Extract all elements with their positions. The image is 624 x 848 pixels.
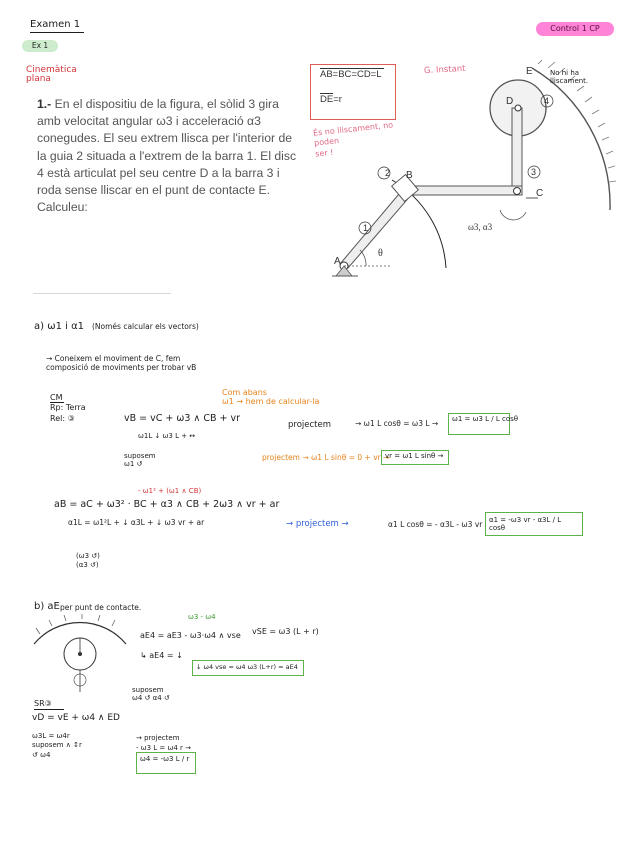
vse-equation: vSE = ω3 (L + r): [252, 627, 319, 636]
note-no-slip-pink: És no lliscament, no poden ser !: [312, 120, 394, 159]
underline: [34, 709, 64, 710]
acceleration-sub-equation: α1L = ω1²L + ↓ α3L + ↓ ω3 vr + ar: [68, 518, 205, 527]
omega4-result: ω4 = -ω3 L / r: [140, 755, 190, 763]
problem-text: En el dispositiu de la figura, el sòlid 3 gira amb velocitat angular ω3 i acceleració α3 conegudes. El seu extrem llisca per l'interior de la guia 2 situada a l'extrem de la barra 1. El disc 4 està articulat pel seu centre D a la barra 3 i roda sense lliscar en el punt de contacte E. Calculeu:: [37, 97, 297, 215]
sr-projection: → projectem - ω3 L = ω4 r →: [136, 734, 192, 752]
label-a: A: [334, 256, 341, 267]
bar-3-vertical: [512, 108, 522, 192]
sr-velocity-equation: vD = vE + ω4 ∧ ED: [32, 713, 120, 723]
velocity-sub-equation: ω1L ↓ ω3 L + ↔: [138, 432, 196, 440]
pivot-d: [515, 105, 521, 111]
label-n3: 3: [531, 167, 537, 177]
suposem-note: suposem ω1 ↺: [124, 452, 156, 469]
exam-title: Examen 1: [30, 19, 81, 30]
projection-result: → ω1 L cosθ = ω3 L →: [355, 419, 439, 428]
control-badge: Control 1 CP: [536, 22, 614, 36]
omega-difference: ω3 - ω4: [188, 613, 216, 621]
section-a-intro: → Coneixem el moviment de C, fem composició de moviments per trobar vB: [46, 354, 197, 373]
section-a-note: (Només calcular els vectors): [92, 322, 199, 331]
alpha1-result: α1 = -ω3 vr - α3L / L cosθ: [489, 516, 562, 533]
omega1-result: ω1 = ω3 L / L cosθ: [452, 415, 519, 423]
acceleration-annotation: - ω1² + (ω1 ∧ CB): [138, 487, 202, 495]
cm-block: CM Rp: Terra Rel: ③: [50, 393, 86, 423]
divider: [33, 293, 171, 294]
acceleration-e4-sub: ↳ aE4 = ↓: [140, 651, 183, 660]
label-theta: θ: [378, 248, 383, 259]
section-b-title: b) aE: [34, 601, 60, 612]
acceleration-equation: aB = aC + ω3² · BC + α3 ∧ CB + 2ω3 ∧ vr + ar: [54, 499, 280, 510]
problem-statement: [37, 96, 301, 216]
acceleration-directions: (ω3 ↺) (α3 ↺): [76, 552, 100, 570]
acceleration-projection: α1 L cosθ = - α3L - ω3 vr: [388, 520, 483, 529]
section-a-title: a) ω1 i α1: [34, 321, 85, 332]
section-b-note: per punt de contacte.: [60, 603, 142, 612]
ae4-result: ↓ ω4 vse = ω4 ω3 (L+r) = aE4: [196, 663, 298, 671]
pivot-c: [514, 188, 521, 195]
label-n1: 1: [363, 223, 369, 233]
projectem-label-blue: → projectem →: [286, 519, 349, 529]
contact-sketch: [30, 614, 130, 694]
vr-result: vr = ω1 L sinθ →: [385, 452, 444, 460]
given-radius: DE=r: [320, 94, 342, 105]
given-lengths: AB=BC=CD=L: [320, 69, 382, 80]
underline: [50, 402, 64, 403]
velocity-equation: vB = vC + ω3 ∧ CB + vr: [124, 413, 241, 424]
note-contact: G. Instant: [423, 63, 466, 77]
projectem-label: projectem: [288, 420, 332, 430]
note-no-slip: No hi ha lliscament.: [550, 69, 589, 85]
label-e: E: [526, 66, 533, 77]
label-b: B: [406, 170, 413, 181]
topic-label: Cinemàtica plana: [26, 65, 77, 85]
label-c: C: [536, 188, 544, 199]
acceleration-e4-equation: aE4 = aE3 - ω3·ω4 ∧ vse: [140, 631, 241, 640]
bar-1: [340, 188, 412, 268]
suposem-note-b: suposem ω4 ↺ α4 ↺: [132, 686, 170, 703]
projection-2: projectem → ω1 L sinθ = 0 + vr →: [262, 453, 390, 462]
label-omega3-alpha3: ω3, α3: [468, 222, 493, 232]
orange-note: Com abans ω1 → hem de calcular-la: [222, 388, 320, 407]
sr-heading: SR③: [34, 699, 52, 708]
label-n2: 2: [385, 168, 391, 178]
sr-sub-lines: ω3L = ω4r suposem ∧ ↕r ↺ ω4: [32, 732, 82, 759]
exercise-badge: Ex 1: [22, 40, 58, 52]
label-n4: 4: [544, 96, 550, 106]
bar-3-horizontal: [404, 186, 522, 195]
outer-guide-arc: [532, 68, 610, 210]
title-underline: [30, 32, 84, 33]
label-d: D: [506, 96, 514, 107]
problem-number: 1.-: [37, 97, 52, 111]
